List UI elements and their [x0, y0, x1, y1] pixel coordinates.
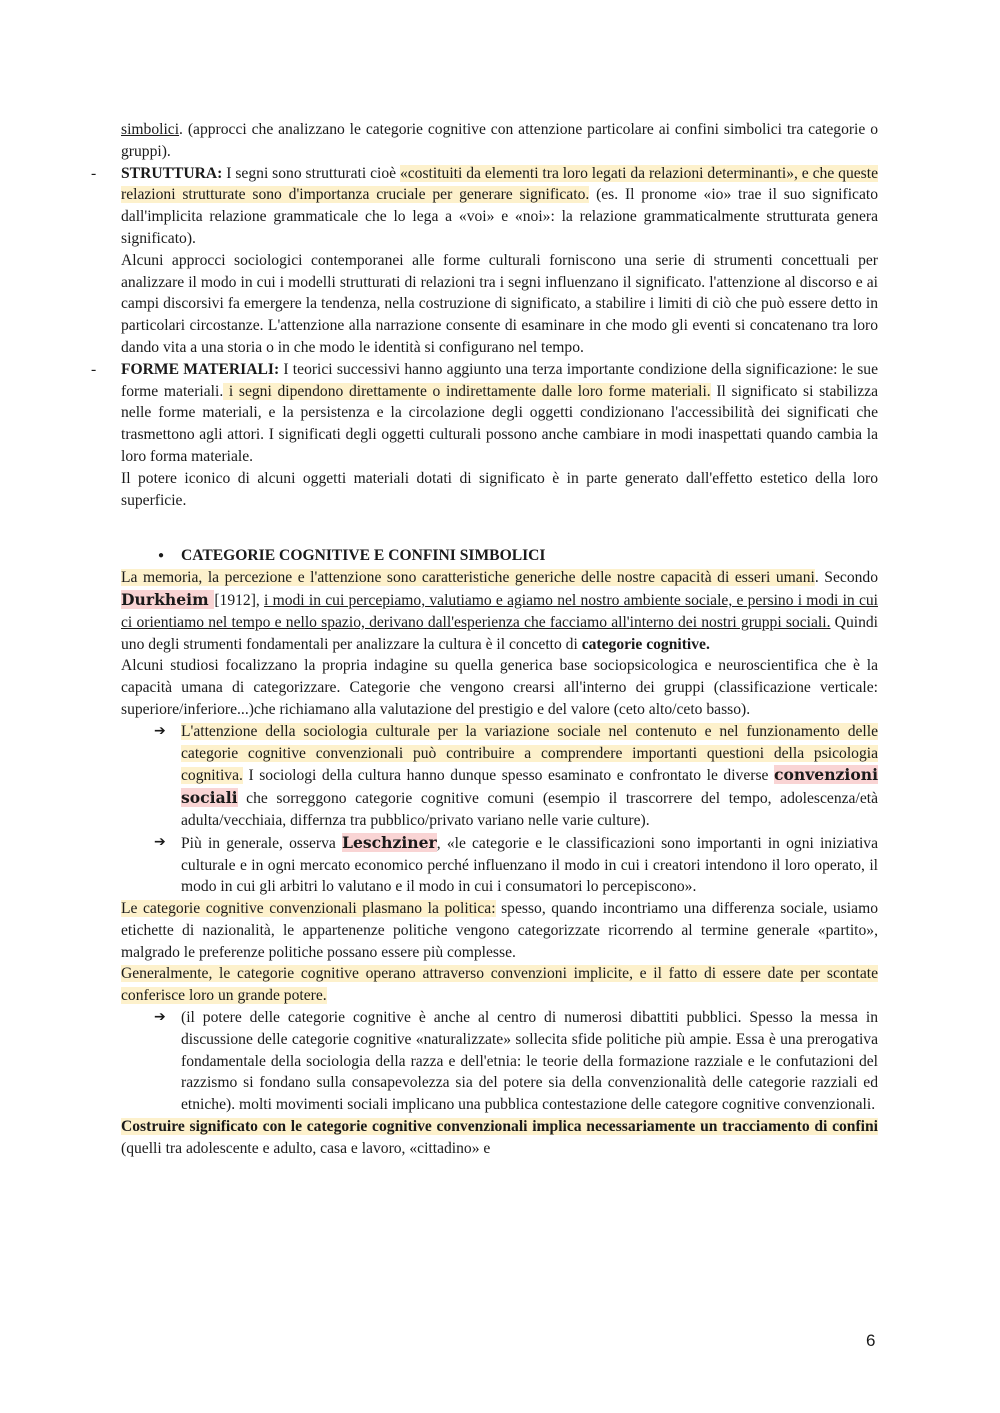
- highlighted-term: convenzioni sociali: [181, 765, 878, 808]
- paragraph-politica: [121, 898, 878, 963]
- paragraph-forme-2: Il potere iconico di alcuni oggetti materiali dotati di significato è in parte generato dall'effetto estetico della loro superficie.: [121, 469, 878, 509]
- paragraph-struttura-2: Alcuni approcci sociologici contemporanei alle forme culturali forniscono una serie di strumenti concettuali per analizzare il modo in cui i modelli strutturati di relazioni tra i segni influenzano il significato. l'attenzione al discorso e ai campi discorsivi fa emergere la tendenza, nella costruzione di significato, a stabilire i limiti di ciò che può essere detto in particolari circostanze. L'attenzione alla narrazione consente di esaminare in che modo gli eventi si concatenano tra loro dando vita a una storia o in che modo le identità si configurano nel tempo.: [121, 251, 878, 356]
- text: (quelli tra adolescente e adulto, casa e lavoro, «cittadino» e: [121, 1139, 491, 1157]
- arrow-icon: ➔: [154, 1009, 166, 1026]
- list-item-forme: [91, 359, 878, 512]
- paragraph-studiosi: Alcuni studiosi focalizzano la propria indagine su quella generica base sociopsicologica e neuroscientifica che è la capacità umana di categorizzare. Categorie che vengono crearsi all'interno dei gruppi (classificazione verticale: superiore/inferiore...)che richiamano alla valutazione del prestigio e del valore (ceto alto/ceto basso).: [121, 657, 878, 718]
- text: , «le categorie e le classificazioni sono importanti in ogni iniziativa culturale e in ogni mercato economico perché influenzano il modo in cui i creatori intendono il loro operato, il modo in cui gli arbitri lo valutano e il modo in cui i consumatori lo percepiscono».: [181, 834, 878, 896]
- page-body: [91, 119, 879, 1160]
- arrow-item: [154, 721, 878, 832]
- arrow-item: [154, 832, 878, 898]
- highlighted-text: i segni dipendono direttamente o indirettamente dalle loro forme materiali.: [223, 382, 711, 400]
- highlighted-name: Leschziner: [342, 832, 437, 852]
- text: I teorici successivi hanno aggiunto una terza importante condizione della significazione: le sue forme materiali.: [121, 360, 878, 400]
- paragraph-intro: [121, 119, 878, 163]
- paragraph-struttura: [121, 163, 878, 250]
- text: spesso, quando incontriamo una differenza sociale, usiamo etichette di nazionalità, le appartenenze politiche vengono categorizzate ricorrendo al termine generale «partito», malgrado le preferenze politiche possano essere più complesse.: [121, 900, 878, 961]
- highlighted-text: L'attenzione della sociologia culturale per la variazione sociale nel contenuto e nel funzionamento delle categorie cognitive convenzionali può contribuire a comprendere importanti questioni della psicologia cognitiva.: [181, 722, 878, 785]
- highlighted-text: Le categorie cognitive convenzionali plasmano la politica:: [121, 900, 496, 918]
- text: [1912],: [214, 591, 265, 609]
- arrow-item: [154, 1007, 878, 1116]
- highlighted-text: Generalmente, le categorie cognitive operano attraverso convenzioni implicite, e il fatto di essere date per scontate conferisce loro un grande potere.: [121, 965, 878, 1005]
- arrow-list: [121, 721, 878, 898]
- page-number: 6: [866, 1331, 876, 1350]
- arrow-icon: ➔: [154, 833, 166, 850]
- highlighted-text: La memoria, la percezione e l'attenzione sono caratteristiche generiche delle nostre capacità di esseri umani: [121, 569, 815, 587]
- highlighted-bold-text: Costruire significato con le categorie cognitive convenzionali implica necessariamente un tracciamento di confini: [121, 1118, 878, 1136]
- text: I segni sono strutturati cioè: [222, 164, 400, 182]
- underlined-term: simbolici: [121, 121, 180, 138]
- text: (es. Il pronome «io» trae il suo significato dall'implicita relazione grammaticale che lo lega a «voi» e «noi»: la relazione grammaticalmente strutturata genera significato).: [121, 186, 878, 247]
- dash-bullet: -: [91, 164, 97, 182]
- bullet-icon: ●: [158, 550, 165, 562]
- text: . Secondo: [814, 569, 879, 587]
- text: Il significato si stabilizza nelle forme materiali, e la persistenza e la circolazione degli oggetti condizionano l'accessibilità dei significati che trasmettono agli attori. I significati degli oggetti culturali possono anche cambiare in modi inaspettati quando cambia la loro forma materiale.: [121, 382, 878, 465]
- dash-bullet: -: [91, 360, 97, 378]
- underlined-text: i modi in cui percepiamo, valutiamo e agiamo nel nostro ambiente sociale, e persino i modi in cui ci orientiamo nel tempo e nello spazio, derivano dall'esperienza che facciamo all'interno dei nostri gruppi sociali.: [121, 591, 878, 631]
- list-item-struttura: [91, 163, 879, 359]
- text: . (approcci che analizzano le categorie cognitive con attenzione particolare ai confini simbolici tra categorie o gruppi).: [121, 121, 878, 160]
- arrow-list: [121, 1007, 878, 1116]
- arrow-icon: ➔: [154, 722, 166, 739]
- heading-text: CATEGORIE COGNITIVE E CONFINI SIMBOLICI: [181, 547, 546, 565]
- highlighted-name: Durkheim: [121, 589, 215, 609]
- label-forme: FORME MATERIALI:: [121, 360, 280, 378]
- text: che sorreggono categorie cognitive comuni (esempio il trascorrere del tempo, adolescenza/età adulta/vecchiaia, differnza tra pubblico/privato variano nelle varie culture).: [181, 790, 878, 829]
- paragraph-costruire: [121, 1116, 878, 1160]
- label-struttura: STRUTTURA:: [121, 164, 223, 182]
- text: Quindi uno degli strumenti fondamentali per analizzare la cultura è il concetto di: [121, 613, 879, 653]
- bold-term: categorie cognitive.: [581, 635, 710, 653]
- paragraph-memoria: [121, 567, 878, 655]
- text: (il potere delle categorie cognitive è anche al centro di numerosi dibattiti pubblici. Spesso la messa in discussione delle categorie cognitive «naturalizzate» sollecita sfide politiche più ampie. Essa è una prerogativa fondamentale della sociologia della razza e dell'etnia: le teorie della formazione razziale e le confutazioni del razzismo si fondano sulla consapevolezza sia del potere sia della convenzionalità delle categorie razziali ed etniche). molti movimenti sociali implicano una pubblica contestazione delle categore cognitive convenzionali.: [181, 1009, 878, 1114]
- highlighted-text: «costituiti da elementi tra loro legati da relazioni determinanti», e che queste relazioni strutturate sono d'importanza cruciale per generare significato.: [121, 164, 879, 204]
- section-heading: [121, 545, 878, 567]
- paragraph-generalmente: [121, 963, 878, 1007]
- text: Più in generale, osserva: [181, 834, 342, 852]
- text: I sociologi della cultura hanno dunque spesso esaminato e confrontato le diverse: [242, 767, 774, 785]
- paragraph-forme: [121, 359, 878, 468]
